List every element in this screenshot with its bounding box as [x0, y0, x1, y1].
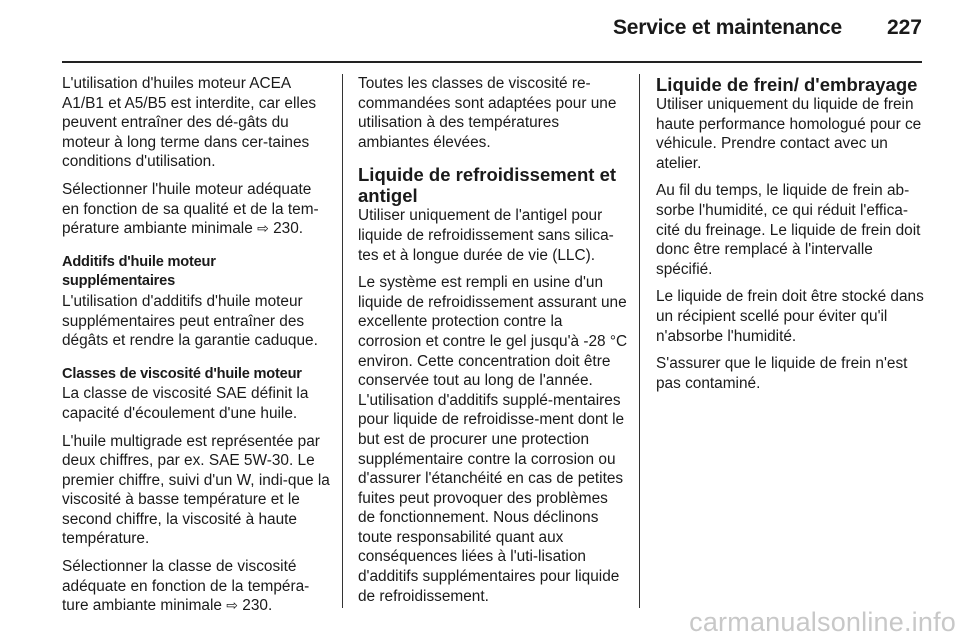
paragraph-coolant-system: Le système est rempli en usine d'un liquide de refroidissement assurant une excellente protection contre la corrosion et contre le gel jusqu'à -28 °C environ. Cette concentration doit être conservée tout au long de l'année. L'utilisation d'additifs supplé-mentaires pour liquide de refroidisse-ment dont le but est de procurer une protection supplémentaire contre la corrosion ou d'assurer l'étanchéité en cas de petites fuites peut provoquer des problèmes de fonctionnement. Nous déclinons toute responsabilité quant aux conséquences liées à l'uti-lisation d'additifs supplémentaires pour liquide de refroidissement.: [358, 274, 628, 605]
paragraph-brake-fluid-usage: Utiliser uniquement du liquide de frein haute performance homologué pour ce véhicule. Prendre contact avec un atelier.: [656, 96, 922, 172]
page-reference-arrow-icon: ⇨: [257, 220, 269, 237]
paragraph-brake-fluid-storage: Le liquide de frein doit être stocké dans un récipient scellé pour éviter qu'il n'absorbe l'humidité.: [656, 288, 924, 345]
heading-oil-additives: Additifs d'huile moteur supplémentaires: [62, 253, 216, 290]
heading-viscosity-classes: Classes de viscosité d'huile moteur: [62, 365, 302, 382]
heading-brake-clutch-fluid: Liquide de frein/ d'embrayage: [656, 74, 918, 95]
header-divider: [62, 61, 922, 63]
page-reference-arrow-icon: ⇨: [226, 597, 238, 614]
page-reference-link[interactable]: 230.: [242, 597, 273, 615]
paragraph-brake-fluid-humidity: Au fil du temps, le liquide de frein ab-sorbe l'humidité, ce qui réduit l'effica-cité du freinage. Le liquide de frein doit donc être remplacé à l'intervalle spécifié.: [656, 182, 921, 278]
paragraph-sae-definition: La classe de viscosité SAE définit la capacité d'écoulement d'une huile.: [62, 385, 309, 422]
paragraph-oil-additives: L'utilisation d'additifs d'huile moteur supplémentaires peut entraîner des dégâts et rendre la garantie caduque.: [62, 292, 318, 350]
paragraph-text: Sélectionner l'huile moteur adéquate en fonction de sa qualité et de la tem-pérature ambiante minimale: [62, 180, 319, 238]
paragraph-viscosity-selection: [62, 557, 330, 616]
watermark: carmanualsonline.info: [689, 607, 956, 637]
paragraph-brake-fluid-contamination: S'assurer que le liquide de frein n'est pas contaminé.: [656, 355, 908, 392]
page-number: 227: [886, 16, 922, 39]
paragraph-oil-selection: [62, 180, 330, 239]
column-2: [358, 74, 628, 614]
paragraph-multigrade: L'huile multigrade est représentée par deux chiffres, par ex. SAE 5W-30. Le premier chiffre, suivi d'un W, indi-que la viscosité à basse température et le second chiffre, la viscosité à haute température.: [62, 432, 330, 548]
paragraph-coolant-usage: Utiliser uniquement de l'antigel pour liquide de refroidissement sans silica-tes et à longue durée de vie (LLC).: [358, 207, 614, 264]
heading-coolant-antifreeze: Liquide de refroidissement et antigel: [358, 164, 617, 207]
column-divider-2: [639, 74, 640, 608]
paragraph-text: Sélectionner la classe de viscosité adéquate en fonction de la tempéra-ture ambiante minimale: [62, 558, 310, 615]
page-reference-link[interactable]: 230.: [273, 220, 304, 238]
column-1: [62, 74, 330, 624]
column-divider-1: [342, 74, 343, 608]
page-header-title: Service et maintenance: [612, 16, 842, 39]
paragraph-acea-warning: L'utilisation d'huiles moteur ACEA A1/B1 et A5/B5 est interdite, car elles peuvent entraîner des dé-gâts du moteur à long terme dans cer-taines conditions d'utilisation.: [62, 75, 317, 171]
column-3: [656, 74, 926, 401]
paragraph-viscosity-high-temp: Toutes les classes de viscosité re-commandées sont adaptées pour une utilisation à des températures ambiantes élevées.: [358, 75, 617, 151]
